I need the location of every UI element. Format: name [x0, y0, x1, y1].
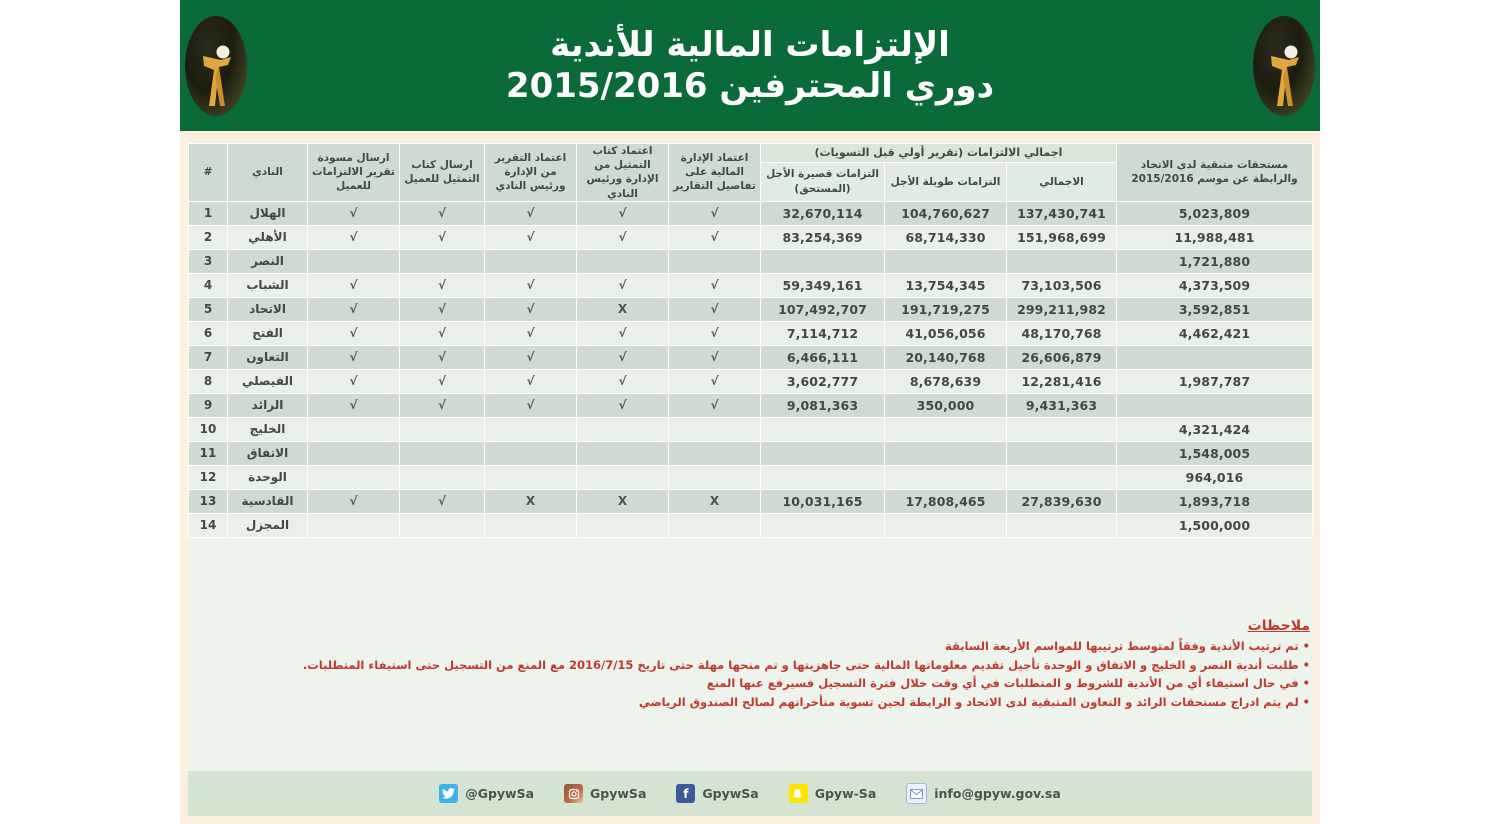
social-account[interactable] — [676, 784, 758, 803]
cell-send-rep-letter: √ — [400, 393, 485, 417]
col-header-total: الاجمالي — [1007, 162, 1117, 201]
cell-rep-letter-approval: √ — [577, 369, 669, 393]
cell-send-draft-report: √ — [308, 489, 400, 513]
cell-dues: 4,373,509 — [1117, 273, 1313, 297]
social-handle: info@gpyw.gov.sa — [934, 786, 1061, 801]
cell-short-term: 107,492,707 — [761, 297, 885, 321]
cell-rep-letter-approval: √ — [577, 345, 669, 369]
cell-report-approval: √ — [485, 345, 577, 369]
cell-long-term — [885, 441, 1007, 465]
note-item: • لم يتم ادراج مستحقات الرائد و التعاون المتبقية لدى الاتحاد و الرابطة لحين تسوية متأخراتهم لصالح الصندوق الرياضي — [638, 694, 1310, 709]
cell-rep-letter-approval — [577, 249, 669, 273]
cell-admin-finance-approval: √ — [669, 225, 761, 249]
table-header — [189, 144, 1313, 202]
cell-admin-finance-approval: √ — [669, 273, 761, 297]
cell-report-approval — [485, 441, 577, 465]
athlete-figure-icon — [201, 40, 235, 106]
cell-admin-finance-approval: √ — [669, 321, 761, 345]
cell-club: النصر — [228, 249, 308, 273]
cell-short-term — [761, 465, 885, 489]
cell-report-approval — [485, 513, 577, 537]
social-account[interactable] — [564, 784, 646, 803]
cell-total: 12,281,416 — [1007, 369, 1117, 393]
table-row — [189, 369, 1313, 393]
social-account[interactable] — [906, 783, 1061, 804]
cell-index: 7 — [189, 345, 228, 369]
cell-index: 6 — [189, 321, 228, 345]
cell-long-term — [885, 465, 1007, 489]
cell-report-approval: √ — [485, 273, 577, 297]
cell-long-term: 104,760,627 — [885, 201, 1007, 225]
cell-long-term: 191,719,275 — [885, 297, 1007, 321]
cell-club: الوحدة — [228, 465, 308, 489]
note-item: • طلبت أندية النصر و الخليج و الاتفاق و الوحدة تأجيل تقديم معلوماتها المالية حتى جاهزيتها و تم منحها مهلة حتى تاريخ 2016/7/15 مع المنع من التسجيل حتى استيفاء المتطلبات. — [302, 657, 1310, 672]
cell-club: الخليج — [228, 417, 308, 441]
instagram-icon[interactable] — [564, 784, 583, 803]
cell-short-term: 10,031,165 — [761, 489, 885, 513]
cell-short-term: 32,670,114 — [761, 201, 885, 225]
cell-club: المجزل — [228, 513, 308, 537]
social-account[interactable] — [789, 784, 877, 803]
cell-index: 12 — [189, 465, 228, 489]
cell-rep-letter-approval — [577, 465, 669, 489]
cell-dues: 1,721,880 — [1117, 249, 1313, 273]
table-row — [189, 441, 1313, 465]
cell-admin-finance-approval — [669, 513, 761, 537]
cell-rep-letter-approval — [577, 417, 669, 441]
cell-index: 10 — [189, 417, 228, 441]
table-row — [189, 273, 1313, 297]
cell-report-approval: √ — [485, 321, 577, 345]
cell-total — [1007, 465, 1117, 489]
cell-dues: 964,016 — [1117, 465, 1313, 489]
col-header-group: اجمالي الالتزامات (تقرير أولي قبل التسويات) — [761, 144, 1117, 163]
cell-short-term — [761, 249, 885, 273]
logo-oval — [1253, 16, 1315, 116]
cell-send-rep-letter: √ — [400, 345, 485, 369]
cell-report-approval: √ — [485, 393, 577, 417]
cell-report-approval: √ — [485, 201, 577, 225]
cell-short-term: 9,081,363 — [761, 393, 885, 417]
cell-dues: 11,988,481 — [1117, 225, 1313, 249]
cell-send-rep-letter — [400, 465, 485, 489]
title-line-2: دوري المحترفين 2015/2016 — [505, 65, 995, 106]
cell-long-term: 17,808,465 — [885, 489, 1007, 513]
cell-index: 14 — [189, 513, 228, 537]
cell-admin-finance-approval: √ — [669, 297, 761, 321]
cell-rep-letter-approval: X — [577, 297, 669, 321]
cell-dues: 1,548,005 — [1117, 441, 1313, 465]
col-header-club: النادي — [228, 144, 308, 202]
cell-dues — [1117, 345, 1313, 369]
cell-total — [1007, 249, 1117, 273]
cell-send-rep-letter: √ — [400, 201, 485, 225]
cell-dues: 1,893,718 — [1117, 489, 1313, 513]
cell-admin-finance-approval: √ — [669, 201, 761, 225]
table-body — [189, 201, 1313, 537]
cell-long-term — [885, 417, 1007, 441]
table-header-row-1 — [189, 144, 1313, 163]
col-header-rep-letter-approval: اعتماد كتاب التمثيل من الإدارة ورئيس النادي — [577, 144, 669, 202]
table-row — [189, 201, 1313, 225]
cell-dues: 1,500,000 — [1117, 513, 1313, 537]
table-row — [189, 489, 1313, 513]
cell-club: الشباب — [228, 273, 308, 297]
cell-report-approval — [485, 249, 577, 273]
cell-report-approval — [485, 417, 577, 441]
obligations-table — [188, 143, 1313, 538]
cell-club: الرائد — [228, 393, 308, 417]
cell-total: 26,606,879 — [1007, 345, 1117, 369]
cell-index: 13 — [189, 489, 228, 513]
col-header-report-approval: اعتماد التقرير من الإدارة ورئيس النادي — [485, 144, 577, 202]
cell-short-term — [761, 441, 885, 465]
cell-total — [1007, 513, 1117, 537]
logo-oval — [185, 16, 247, 116]
cell-send-rep-letter: √ — [400, 225, 485, 249]
email-icon[interactable] — [906, 783, 927, 804]
social-handle: @GpywSa — [465, 786, 535, 801]
col-header-admin-finance-approval: اعتماد الإدارة المالية على تفاصيل التقارير — [669, 144, 761, 202]
header-banner — [180, 0, 1320, 131]
cell-admin-finance-approval — [669, 417, 761, 441]
cell-total: 9,431,363 — [1007, 393, 1117, 417]
cell-dues: 3,592,851 — [1117, 297, 1313, 321]
table-row — [189, 465, 1313, 489]
cell-rep-letter-approval: √ — [577, 201, 669, 225]
cell-admin-finance-approval: √ — [669, 345, 761, 369]
cell-admin-finance-approval: X — [669, 489, 761, 513]
cell-dues: 4,462,421 — [1117, 321, 1313, 345]
cell-send-rep-letter: √ — [400, 297, 485, 321]
cell-total: 27,839,630 — [1007, 489, 1117, 513]
cell-rep-letter-approval: √ — [577, 225, 669, 249]
table-row — [189, 297, 1313, 321]
social-handle: GpywSa — [590, 786, 647, 801]
cell-total: 73,103,506 — [1007, 273, 1117, 297]
gpyw-logo-left — [1248, 14, 1320, 118]
cell-long-term: 41,056,056 — [885, 321, 1007, 345]
cell-dues: 5,023,809 — [1117, 201, 1313, 225]
cell-send-rep-letter — [400, 441, 485, 465]
cell-dues: 4,321,424 — [1117, 417, 1313, 441]
cell-short-term: 3,602,777 — [761, 369, 885, 393]
table-row — [189, 321, 1313, 345]
cell-report-approval: √ — [485, 225, 577, 249]
cell-send-draft-report: √ — [308, 273, 400, 297]
cell-send-rep-letter: √ — [400, 273, 485, 297]
cell-report-approval — [485, 465, 577, 489]
cell-club: الهلال — [228, 201, 308, 225]
cell-index: 1 — [189, 201, 228, 225]
col-header-long-term: التزامات طويلة الأجل — [885, 162, 1007, 201]
gpyw-logo-right — [180, 14, 252, 118]
cell-send-draft-report — [308, 465, 400, 489]
cell-club: التعاون — [228, 345, 308, 369]
cell-short-term — [761, 513, 885, 537]
cell-dues: 1,987,787 — [1117, 369, 1313, 393]
cell-index: 11 — [189, 441, 228, 465]
cell-total — [1007, 417, 1117, 441]
cell-index: 5 — [189, 297, 228, 321]
cell-send-draft-report — [308, 249, 400, 273]
cell-total: 48,170,768 — [1007, 321, 1117, 345]
cell-index: 2 — [189, 225, 228, 249]
table-row — [189, 345, 1313, 369]
cell-rep-letter-approval: √ — [577, 393, 669, 417]
cell-index: 9 — [189, 393, 228, 417]
cell-rep-letter-approval: √ — [577, 273, 669, 297]
cell-rep-letter-approval — [577, 441, 669, 465]
cell-index: 3 — [189, 249, 228, 273]
col-header-index: # — [189, 144, 228, 202]
cell-club: الفيصلي — [228, 369, 308, 393]
col-header-short-term: التزامات قصيرة الأجل (المستحق) — [761, 162, 885, 201]
cell-send-draft-report — [308, 417, 400, 441]
cell-admin-finance-approval: √ — [669, 369, 761, 393]
cell-send-draft-report: √ — [308, 345, 400, 369]
cell-send-rep-letter: √ — [400, 489, 485, 513]
cell-send-draft-report: √ — [308, 297, 400, 321]
cell-send-draft-report: √ — [308, 369, 400, 393]
cell-long-term: 68,714,330 — [885, 225, 1007, 249]
athlete-figure-icon — [1269, 40, 1303, 106]
cell-report-approval: √ — [485, 369, 577, 393]
page-title — [252, 25, 1248, 105]
cell-report-approval: X — [485, 489, 577, 513]
cell-index: 8 — [189, 369, 228, 393]
facebook-icon[interactable]: f — [676, 784, 695, 803]
note-item: • في حال استيفاء أي من الأندية للشروط و المتطلبات في أي وقت خلال فترة التسجيل فسيرفع عنها المنع — [706, 676, 1310, 691]
table-row — [189, 249, 1313, 273]
cell-short-term: 7,114,712 — [761, 321, 885, 345]
notes-section — [200, 618, 1310, 712]
col-header-send-rep-letter: ارسال كتاب التمثيل للعميل — [400, 144, 485, 202]
cell-rep-letter-approval — [577, 513, 669, 537]
cell-send-rep-letter — [400, 417, 485, 441]
table-row — [189, 393, 1313, 417]
twitter-icon[interactable] — [439, 784, 458, 803]
table-row — [189, 225, 1313, 249]
cell-long-term: 8,678,639 — [885, 369, 1007, 393]
cell-total: 151,968,699 — [1007, 225, 1117, 249]
social-footer — [188, 771, 1312, 816]
cell-send-draft-report: √ — [308, 321, 400, 345]
cell-admin-finance-approval — [669, 465, 761, 489]
cell-dues — [1117, 393, 1313, 417]
cell-admin-finance-approval — [669, 249, 761, 273]
cell-index: 4 — [189, 273, 228, 297]
cell-report-approval: √ — [485, 297, 577, 321]
cell-short-term: 6,466,111 — [761, 345, 885, 369]
cell-send-draft-report: √ — [308, 201, 400, 225]
cell-send-rep-letter — [400, 249, 485, 273]
cell-rep-letter-approval: √ — [577, 321, 669, 345]
cell-send-rep-letter — [400, 513, 485, 537]
cell-long-term: 350,000 — [885, 393, 1007, 417]
cell-send-rep-letter: √ — [400, 369, 485, 393]
social-handle: Gpyw-Sa — [814, 786, 877, 801]
cell-rep-letter-approval: X — [577, 489, 669, 513]
social-account[interactable] — [439, 784, 534, 803]
cell-club: الأهلي — [228, 225, 308, 249]
col-header-send-draft-report: ارسال مسودة تقرير الالتزامات للعميل — [308, 144, 400, 202]
table-row — [189, 417, 1313, 441]
cell-long-term — [885, 249, 1007, 273]
cell-short-term: 83,254,369 — [761, 225, 885, 249]
cell-short-term: 59,349,161 — [761, 273, 885, 297]
cell-send-rep-letter: √ — [400, 321, 485, 345]
cell-club: القادسية — [228, 489, 308, 513]
cell-total — [1007, 441, 1117, 465]
table-row — [189, 513, 1313, 537]
note-item: • تم ترتيب الأندية وفقاً لمتوسط ترتيبها للمواسم الأربعة السابقة — [944, 639, 1310, 653]
cell-total: 137,430,741 — [1007, 201, 1117, 225]
cell-admin-finance-approval: √ — [669, 393, 761, 417]
cell-total: 299,211,982 — [1007, 297, 1117, 321]
col-header-dues: مستحقات متبقية لدى الاتحاد والرابطة عن موسم 2015/2016 — [1117, 144, 1313, 202]
notes-title: ملاحظات — [1247, 618, 1310, 634]
cell-short-term — [761, 417, 885, 441]
snapchat-icon[interactable] — [789, 784, 808, 803]
cell-long-term: 20,140,768 — [885, 345, 1007, 369]
cell-club: الاتفاق — [228, 441, 308, 465]
cell-club: الاتحاد — [228, 297, 308, 321]
cell-long-term: 13,754,345 — [885, 273, 1007, 297]
cell-admin-finance-approval — [669, 441, 761, 465]
cell-long-term — [885, 513, 1007, 537]
cell-send-draft-report: √ — [308, 393, 400, 417]
cell-send-draft-report: √ — [308, 225, 400, 249]
cell-club: الفتح — [228, 321, 308, 345]
cell-send-draft-report — [308, 441, 400, 465]
title-line-1: الإلتزامات المالية للأندية — [550, 25, 950, 66]
cell-send-draft-report — [308, 513, 400, 537]
social-handle: GpywSa — [702, 786, 759, 801]
